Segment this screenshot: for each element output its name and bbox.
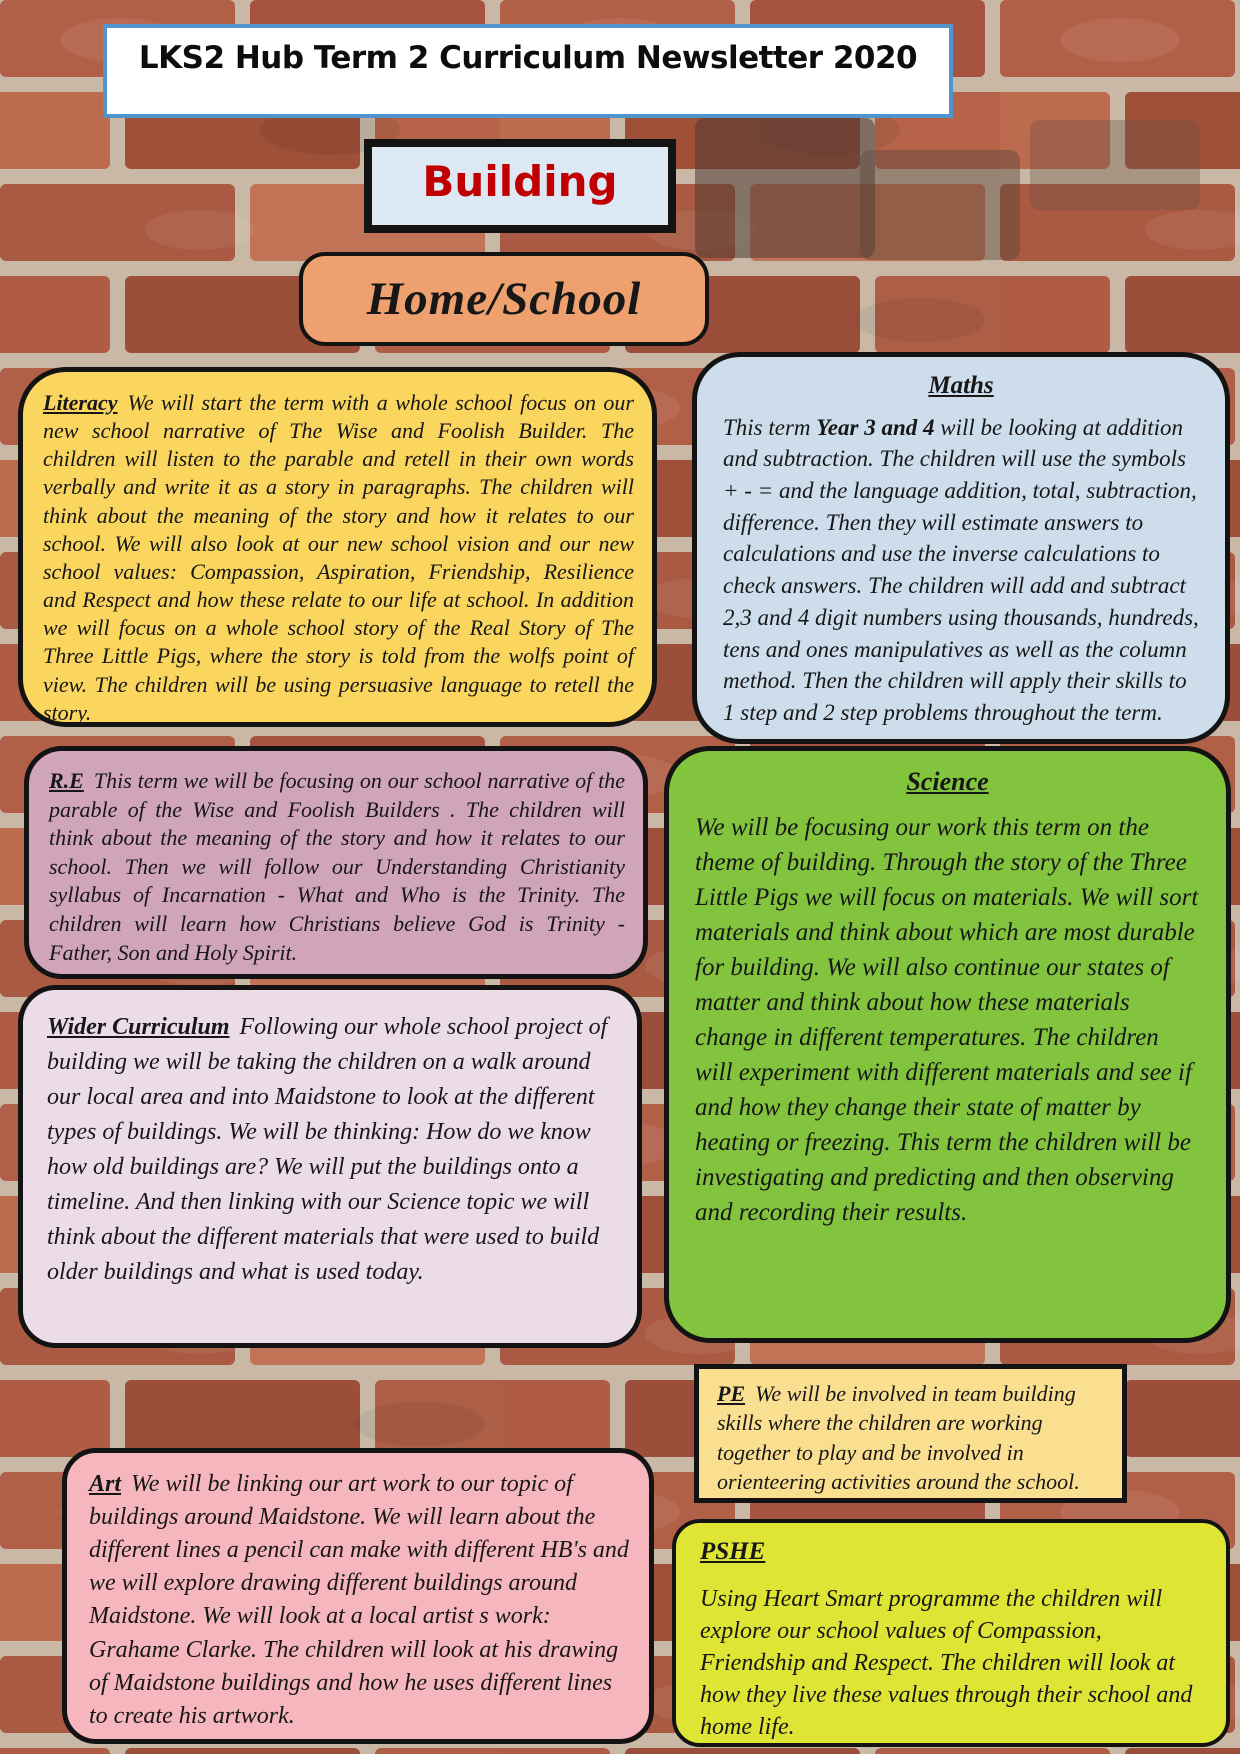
newsletter-header bbox=[103, 24, 953, 118]
pe-paragraph bbox=[717, 1379, 1106, 1496]
pe-body: We will be involved in team building skills where the children are working together to play and be involved in orienteering activities around the school. bbox=[717, 1381, 1080, 1494]
science-box bbox=[664, 746, 1231, 1343]
building-banner-label: Building bbox=[422, 157, 618, 206]
literacy-label: Literacy bbox=[43, 390, 118, 415]
art-body: We will be linking our art work to our topic of buildings around Maidstone. We will learn about the different lines a pencil can make with different HB's and we will explore drawing different buildings around Maidstone. We will look at a local artist s work: Grahame Clarke. The children will look at his drawing of Maidstone buildings and how he uses different lines to create his artwork. bbox=[89, 1471, 629, 1729]
newsletter-title: LKS2 Hub Term 2 Curriculum Newsletter 2020 bbox=[138, 40, 918, 76]
re-paragraph bbox=[49, 767, 625, 967]
maths-paragraph bbox=[723, 412, 1199, 729]
re-body: This term we will be focusing on our school narrative of the parable of the Wise and Foolish Builders . The children will think about the meaning of the story and how it relates to our school. Then we will follow our Understanding Christianity syllabus of Incarnation - What and Who is the Trinity. The children will learn how Christians believe God is Trinity - Father, Son and Holy Spirit. bbox=[49, 768, 625, 965]
home-school-banner bbox=[299, 252, 709, 346]
re-label: R.E bbox=[49, 768, 84, 793]
maths-box bbox=[692, 352, 1230, 744]
building-banner bbox=[364, 139, 676, 233]
wider-curriculum-label: Wider Curriculum bbox=[47, 1014, 230, 1040]
pshe-label: PSHE bbox=[700, 1538, 766, 1565]
re-box bbox=[24, 746, 648, 979]
pshe-body: Using Heart Smart programme the children will explore our school values of Compassion, Friendship and Respect. The children will look at how they live these values through their school and home life. bbox=[700, 1585, 1193, 1741]
literacy-body: We will start the term with a whole school focus on our new school narrative of The Wise and Foolish Builder. The children will listen to the parable and retell in their own words verbally and write it as a story in paragraphs. The children will think about the meaning of the story and how it relates to our school. We will also look at our new school vision and our new school values: Compassion, Aspiration, Friendship, Resilience and Respect and how these relate to our life at school. In addition we will focus on a whole school story of the Real Story of The Three Little Pigs, where the story is told from the wolfs point of view. The children will be using persuasive language to retell the story. bbox=[43, 390, 634, 725]
art-label: Art bbox=[89, 1471, 122, 1497]
art-box bbox=[62, 1448, 654, 1744]
pshe-box bbox=[672, 1519, 1230, 1747]
art-paragraph bbox=[89, 1468, 629, 1733]
maths-body-rest: will be looking at addition and subtraction. The children will use the symbols + - = and the language addition, total, subtraction, difference. Then they will estimate answers to calculations and use the inverse calculations to check answers. The children will add and subtract 2,3 and 4 digit numbers using thousands, hundreds, tens and ones manipulatives as well as the column method. Then the children will apply their skills to 1 step and 2 step problems throughout the term. bbox=[723, 414, 1199, 726]
maths-title: Maths bbox=[928, 372, 994, 399]
pshe-paragraph bbox=[700, 1583, 1204, 1744]
maths-body-bold-years: Year 3 and 4 bbox=[816, 414, 935, 440]
pe-label: PE bbox=[717, 1381, 746, 1406]
wider-curriculum-box bbox=[18, 985, 642, 1348]
pe-box bbox=[694, 1364, 1127, 1503]
wider-curriculum-body: Following our whole school project of building we will be taking the children on a walk around our local area and into Maidstone to look at the different types of buildings. We will be thinking: How do we know how old buildings are? We will put the buildings onto a timeline. And then linking with our Science topic we will think about the different materials that were used to build older buildings and what is used today. bbox=[47, 1014, 608, 1286]
literacy-paragraph bbox=[43, 389, 634, 727]
science-title: Science bbox=[906, 767, 989, 796]
maths-body-prefix: This term bbox=[723, 414, 817, 440]
science-body: We will be focusing our work this term on the theme of building. Through the story of the Three Little Pigs we will focus on materials. We will sort materials and think about which are most durable for building. We will also continue our states of matter and think about how these materials change in different temperatures. The children will experiment with different materials and see if and how they change their state of matter by heating or freezing. This term the children will be investigating and predicting and then observing and recording their results. bbox=[695, 814, 1199, 1227]
home-school-banner-label: Home/School bbox=[366, 273, 642, 325]
science-paragraph bbox=[695, 810, 1200, 1230]
wider-curriculum-paragraph bbox=[47, 1010, 611, 1290]
literacy-box bbox=[18, 367, 657, 727]
